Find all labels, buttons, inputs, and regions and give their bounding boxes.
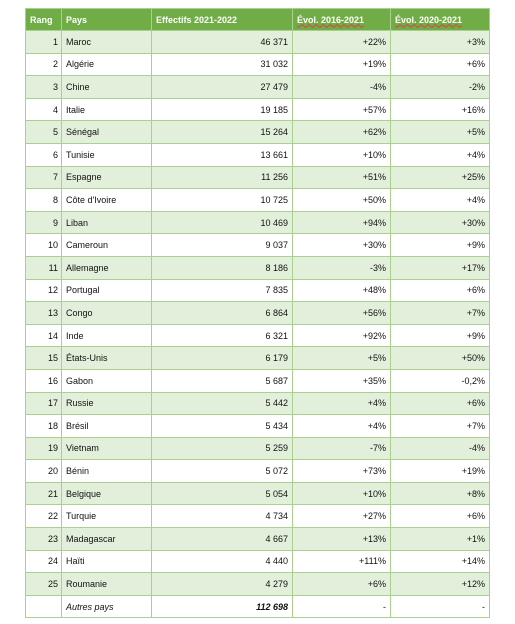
cell-rank: 8 (26, 189, 62, 212)
cell-country: Turquie (62, 505, 152, 528)
cell-country: Roumanie (62, 573, 152, 596)
header-evol-2016-2021-text: Évol. 2016-2021 (297, 14, 365, 25)
cell-country: Chine (62, 76, 152, 99)
cell-evol-2020-2021: +6% (391, 279, 490, 302)
cell-enrollment: 5 072 (152, 460, 293, 483)
cell-country: Gabon (62, 369, 152, 392)
cell-evol-2020-2021: +7% (391, 302, 490, 325)
cell-rank: 25 (26, 573, 62, 596)
cell-enrollment: 11 256 (152, 166, 293, 189)
cell-evol-2016-2021: +22% (293, 31, 391, 54)
cell-evol-2020-2021: +9% (391, 324, 490, 347)
cell-enrollment: 6 864 (152, 302, 293, 325)
header-rank: Rang (26, 9, 62, 31)
cell-evol-2020-2021: +5% (391, 121, 490, 144)
table-row (26, 482, 490, 505)
table-row (26, 347, 490, 370)
cell-country: Madagascar (62, 528, 152, 551)
table-row (26, 528, 490, 551)
cell-rank: 17 (26, 392, 62, 415)
cell-rank: 18 (26, 415, 62, 438)
table-row (26, 279, 490, 302)
cell-enrollment: 15 264 (152, 121, 293, 144)
table-header-row (26, 9, 490, 31)
cell-enrollment: 10 469 (152, 211, 293, 234)
cell-evol-2016-2021: +73% (293, 460, 391, 483)
cell-evol-2016-2021: +5% (293, 347, 391, 370)
cell-enrollment: 46 371 (152, 31, 293, 54)
cell-rank: 16 (26, 369, 62, 392)
cell-country: Allemagne (62, 256, 152, 279)
header-evol-2020-2021-text: Évol. 2020-2021 (395, 14, 463, 25)
cell-country: Italie (62, 98, 152, 121)
cell-country: Maroc (62, 31, 152, 54)
cell-rank: 20 (26, 460, 62, 483)
cell-rank: 6 (26, 143, 62, 166)
table-row (26, 460, 490, 483)
cell-evol-2020-2021: +8% (391, 482, 490, 505)
cell-country: Espagne (62, 166, 152, 189)
cell-evol-2016-2021: +51% (293, 166, 391, 189)
cell-rank: 12 (26, 279, 62, 302)
cell-enrollment: 4 440 (152, 550, 293, 573)
cell-enrollment: 5 442 (152, 392, 293, 415)
table-row (26, 121, 490, 144)
cell-rank: 15 (26, 347, 62, 370)
cell-rank: 7 (26, 166, 62, 189)
cell-country: États-Unis (62, 347, 152, 370)
cell-evol-2016-2021: +48% (293, 279, 391, 302)
cell-rank: 22 (26, 505, 62, 528)
cell-evol-2020-2021: +14% (391, 550, 490, 573)
cell-enrollment: 27 479 (152, 76, 293, 99)
cell-enrollment: 112 698 (152, 595, 293, 618)
cell-evol-2016-2021: +10% (293, 143, 391, 166)
cell-evol-2016-2021: +6% (293, 573, 391, 596)
cell-evol-2016-2021: +94% (293, 211, 391, 234)
cell-country: Inde (62, 324, 152, 347)
table-row (26, 256, 490, 279)
cell-enrollment: 8 186 (152, 256, 293, 279)
cell-evol-2020-2021: +50% (391, 347, 490, 370)
cell-country: Liban (62, 211, 152, 234)
table-row (26, 392, 490, 415)
cell-rank: 21 (26, 482, 62, 505)
cell-evol-2016-2021: +56% (293, 302, 391, 325)
cell-enrollment: 4 279 (152, 573, 293, 596)
cell-rank: 9 (26, 211, 62, 234)
other-countries-row (26, 595, 490, 618)
table-row (26, 573, 490, 596)
cell-rank: 3 (26, 76, 62, 99)
cell-evol-2016-2021: +27% (293, 505, 391, 528)
cell-evol-2020-2021: +4% (391, 143, 490, 166)
cell-country: Bénin (62, 460, 152, 483)
cell-evol-2016-2021: -3% (293, 256, 391, 279)
cell-rank: 14 (26, 324, 62, 347)
table-row (26, 31, 490, 54)
table-row (26, 166, 490, 189)
cell-enrollment: 4 734 (152, 505, 293, 528)
cell-enrollment: 9 037 (152, 234, 293, 257)
table-row (26, 302, 490, 325)
cell-country: Autres pays (62, 595, 152, 618)
cell-country: Sénégal (62, 121, 152, 144)
cell-country: Côte d'Ivoire (62, 189, 152, 212)
cell-evol-2020-2021: +30% (391, 211, 490, 234)
header-country: Pays (62, 9, 152, 31)
cell-rank: 13 (26, 302, 62, 325)
cell-evol-2020-2021: -0,2% (391, 369, 490, 392)
header-evol-2020-2021 (391, 9, 490, 31)
header-enrollment: Effectifs 2021-2022 (152, 9, 293, 31)
cell-country: Haïti (62, 550, 152, 573)
cell-evol-2016-2021: +30% (293, 234, 391, 257)
cell-enrollment: 13 661 (152, 143, 293, 166)
cell-evol-2020-2021: -2% (391, 76, 490, 99)
table-row (26, 437, 490, 460)
cell-evol-2016-2021: +4% (293, 415, 391, 438)
cell-evol-2020-2021: +1% (391, 528, 490, 551)
cell-evol-2016-2021: +111% (293, 550, 391, 573)
table-row (26, 189, 490, 212)
cell-enrollment: 5 054 (152, 482, 293, 505)
table-row (26, 143, 490, 166)
cell-evol-2016-2021: -4% (293, 76, 391, 99)
cell-evol-2016-2021: +4% (293, 392, 391, 415)
cell-evol-2020-2021: +9% (391, 234, 490, 257)
table-row (26, 53, 490, 76)
cell-evol-2016-2021: +35% (293, 369, 391, 392)
table-row (26, 415, 490, 438)
cell-rank: 5 (26, 121, 62, 144)
cell-evol-2020-2021: +3% (391, 31, 490, 54)
table-row (26, 324, 490, 347)
cell-evol-2016-2021: +92% (293, 324, 391, 347)
cell-country: Cameroun (62, 234, 152, 257)
cell-evol-2016-2021: +50% (293, 189, 391, 212)
cell-evol-2016-2021: -7% (293, 437, 391, 460)
cell-evol-2020-2021: - (391, 595, 490, 618)
cell-country: Brésil (62, 415, 152, 438)
cell-evol-2020-2021: +25% (391, 166, 490, 189)
cell-enrollment: 6 321 (152, 324, 293, 347)
cell-enrollment: 10 725 (152, 189, 293, 212)
table-row (26, 211, 490, 234)
cell-evol-2020-2021: +16% (391, 98, 490, 121)
cell-evol-2016-2021: +19% (293, 53, 391, 76)
cell-evol-2016-2021: +57% (293, 98, 391, 121)
cell-enrollment: 19 185 (152, 98, 293, 121)
table-row (26, 550, 490, 573)
table-body (26, 31, 490, 618)
cell-country: Vietnam (62, 437, 152, 460)
cell-evol-2016-2021: +13% (293, 528, 391, 551)
cell-rank: 24 (26, 550, 62, 573)
table-row (26, 505, 490, 528)
cell-evol-2020-2021: +6% (391, 53, 490, 76)
cell-rank: 2 (26, 53, 62, 76)
cell-evol-2020-2021: +4% (391, 189, 490, 212)
cell-enrollment: 7 835 (152, 279, 293, 302)
cell-rank: 10 (26, 234, 62, 257)
table-row (26, 234, 490, 257)
cell-evol-2016-2021: - (293, 595, 391, 618)
cell-enrollment: 5 259 (152, 437, 293, 460)
cell-rank: 4 (26, 98, 62, 121)
cell-country: Portugal (62, 279, 152, 302)
cell-rank (26, 595, 62, 618)
cell-evol-2020-2021: +6% (391, 392, 490, 415)
cell-country: Belgique (62, 482, 152, 505)
cell-rank: 19 (26, 437, 62, 460)
cell-enrollment: 6 179 (152, 347, 293, 370)
cell-enrollment: 4 667 (152, 528, 293, 551)
cell-rank: 1 (26, 31, 62, 54)
cell-evol-2016-2021: +10% (293, 482, 391, 505)
cell-evol-2020-2021: +12% (391, 573, 490, 596)
table-row (26, 369, 490, 392)
cell-evol-2016-2021: +62% (293, 121, 391, 144)
country-stats-table (25, 8, 490, 618)
cell-evol-2020-2021: -4% (391, 437, 490, 460)
cell-country: Tunisie (62, 143, 152, 166)
cell-rank: 23 (26, 528, 62, 551)
cell-country: Congo (62, 302, 152, 325)
cell-country: Russie (62, 392, 152, 415)
cell-evol-2020-2021: +17% (391, 256, 490, 279)
cell-enrollment: 5 687 (152, 369, 293, 392)
cell-enrollment: 31 032 (152, 53, 293, 76)
cell-country: Algérie (62, 53, 152, 76)
table-row (26, 98, 490, 121)
cell-enrollment: 5 434 (152, 415, 293, 438)
cell-evol-2020-2021: +19% (391, 460, 490, 483)
cell-rank: 11 (26, 256, 62, 279)
header-evol-2016-2021 (293, 9, 391, 31)
table-row (26, 76, 490, 99)
cell-evol-2020-2021: +6% (391, 505, 490, 528)
cell-evol-2020-2021: +7% (391, 415, 490, 438)
